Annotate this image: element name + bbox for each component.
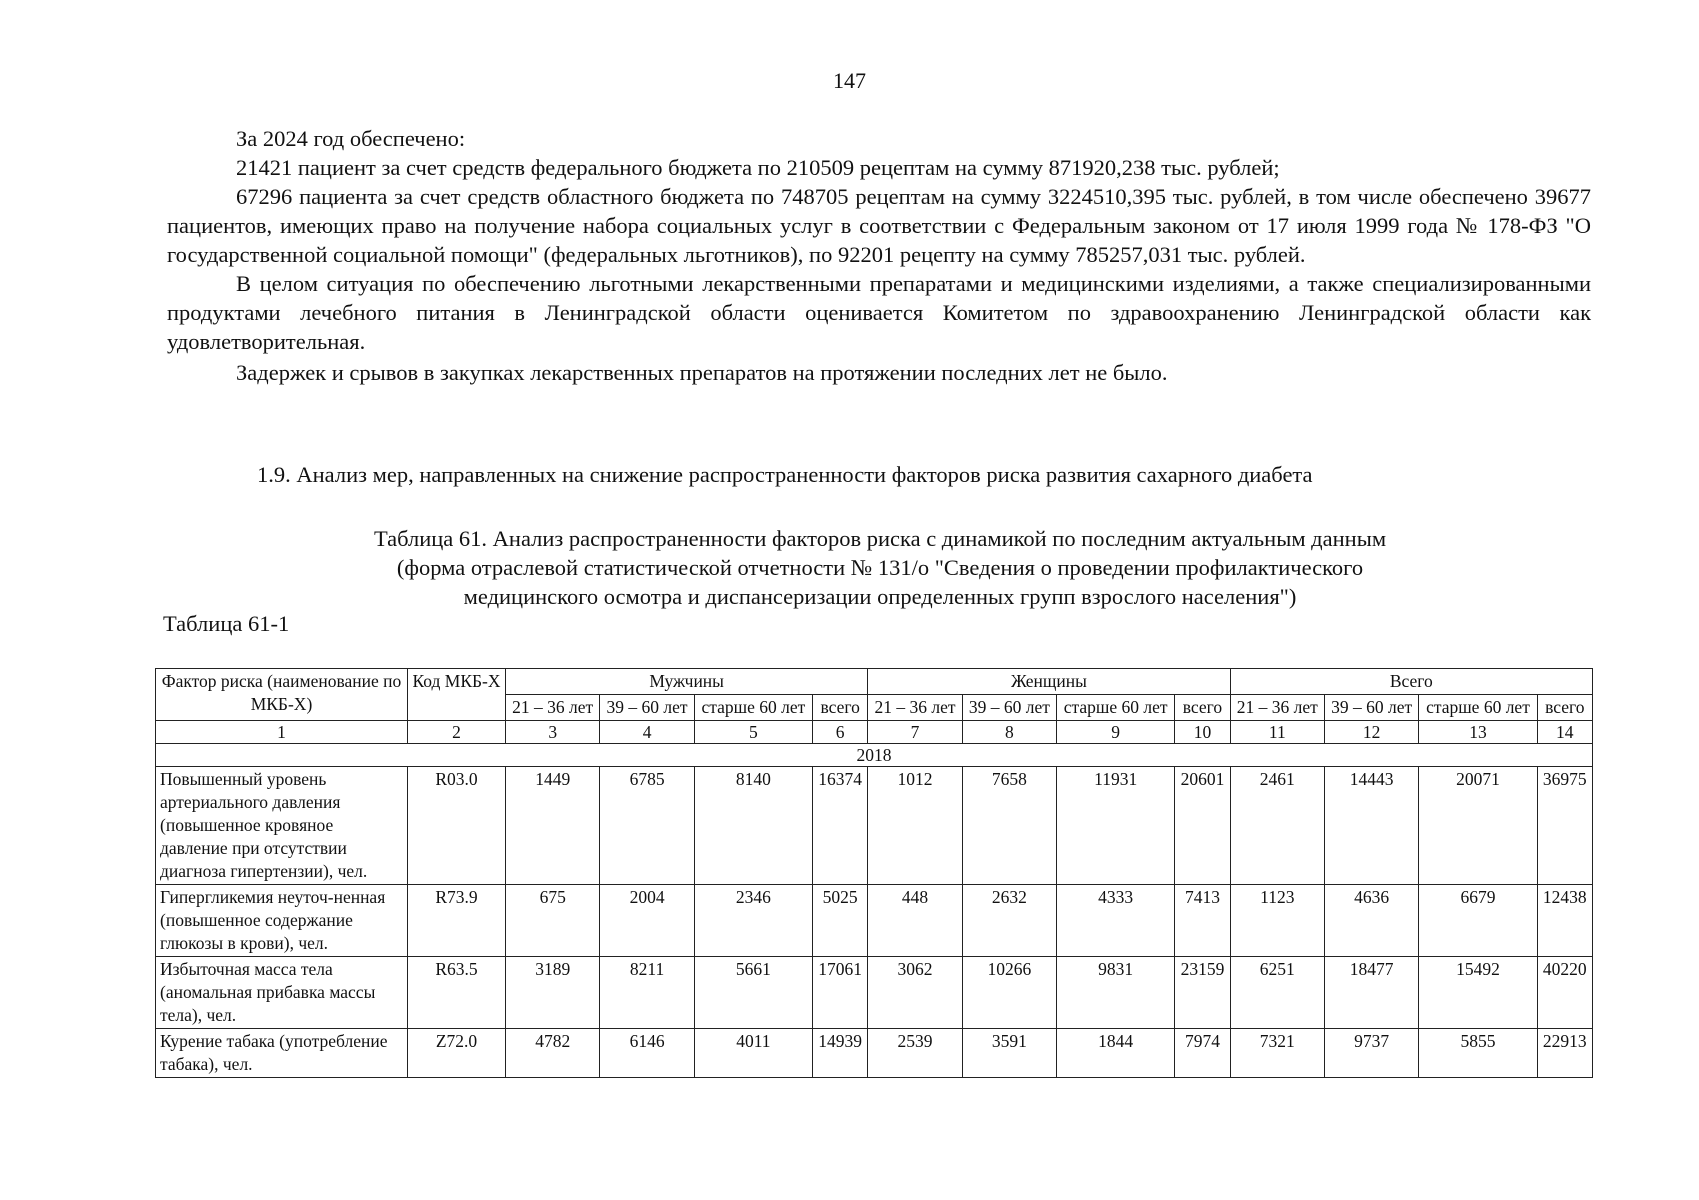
value-cell: 3189 bbox=[506, 957, 600, 1029]
table-caption bbox=[230, 524, 1530, 611]
value-cell: 16374 bbox=[813, 767, 868, 885]
value-cell: 12438 bbox=[1537, 885, 1592, 957]
header-sub: 39 – 60 лет bbox=[1324, 695, 1418, 721]
header-sub: 39 – 60 лет bbox=[962, 695, 1056, 721]
paragraph: 67296 пациента за счет средств областного бюджета по 748705 рецептам на сумму 3224510,395 тыс. рублей, в том числе обеспечено 39677 пациентов, имеющих право на получение набора социальных услуг в соответствии с Федеральным законом от 17 июля 1999 года № 178-ФЗ "О государственной социальной помощи" (федеральных льготников), по 92201 рецепту на сумму 785257,031 тыс. рублей. bbox=[167, 184, 1591, 267]
code-cell: R73.9 bbox=[408, 885, 506, 957]
column-number: 5 bbox=[694, 721, 812, 744]
value-cell: 3591 bbox=[962, 1029, 1056, 1078]
value-cell: 2346 bbox=[694, 885, 812, 957]
header-code: Код МКБ-Х bbox=[408, 669, 506, 721]
caption-line: (форма отраслевой статистической отчетности № 131/о "Сведения о проведении профилактического bbox=[396, 555, 1364, 580]
header-group-men: Мужчины bbox=[506, 669, 868, 695]
column-number: 13 bbox=[1419, 721, 1537, 744]
column-number: 4 bbox=[600, 721, 694, 744]
value-cell: 23159 bbox=[1175, 957, 1230, 1029]
header-sub: старше 60 лет bbox=[1057, 695, 1175, 721]
column-number: 11 bbox=[1230, 721, 1324, 744]
value-cell: 5661 bbox=[694, 957, 812, 1029]
column-number-row bbox=[156, 721, 1593, 744]
column-number: 8 bbox=[962, 721, 1056, 744]
paragraph: Задержек и срывов в закупках лекарственных препаратов на протяжении последних лет не было. bbox=[236, 360, 1168, 385]
body-text bbox=[167, 124, 1591, 387]
value-cell: 3062 bbox=[868, 957, 962, 1029]
value-cell: 2539 bbox=[868, 1029, 962, 1078]
paragraph: 21421 пациент за счет средств федерального бюджета по 210509 рецептам на сумму 871920,238 тыс. рублей; bbox=[236, 155, 1280, 180]
value-cell: 5025 bbox=[813, 885, 868, 957]
value-cell: 8211 bbox=[600, 957, 694, 1029]
factor-cell: Избыточная масса тела (аномальная прибавка массы тела), чел. bbox=[156, 957, 408, 1029]
year-cell: 2018 bbox=[156, 744, 1593, 767]
value-cell: 7974 bbox=[1175, 1029, 1230, 1078]
header-sub: всего bbox=[1537, 695, 1592, 721]
value-cell: 1844 bbox=[1057, 1029, 1175, 1078]
value-cell: 9737 bbox=[1324, 1029, 1418, 1078]
value-cell: 22913 bbox=[1537, 1029, 1592, 1078]
header-sub: всего bbox=[813, 695, 868, 721]
column-number: 1 bbox=[156, 721, 408, 744]
value-cell: 17061 bbox=[813, 957, 868, 1029]
column-number: 14 bbox=[1537, 721, 1592, 744]
value-cell: 2461 bbox=[1230, 767, 1324, 885]
value-cell: 7658 bbox=[962, 767, 1056, 885]
column-number: 6 bbox=[813, 721, 868, 744]
value-cell: 1123 bbox=[1230, 885, 1324, 957]
code-cell: Z72.0 bbox=[408, 1029, 506, 1078]
value-cell: 14939 bbox=[813, 1029, 868, 1078]
table-row bbox=[156, 1029, 1593, 1078]
value-cell: 6679 bbox=[1419, 885, 1537, 957]
section-heading: 1.9. Анализ мер, направленных на снижение распространенности факторов риска развития сахарного диабета bbox=[257, 462, 1313, 487]
value-cell: 448 bbox=[868, 885, 962, 957]
column-number: 9 bbox=[1057, 721, 1175, 744]
value-cell: 2004 bbox=[600, 885, 694, 957]
value-cell: 2632 bbox=[962, 885, 1056, 957]
header-row bbox=[156, 669, 1593, 695]
header-sub: 21 – 36 лет bbox=[868, 695, 962, 721]
value-cell: 4333 bbox=[1057, 885, 1175, 957]
value-cell: 1449 bbox=[506, 767, 600, 885]
value-cell: 4782 bbox=[506, 1029, 600, 1078]
value-cell: 4636 bbox=[1324, 885, 1418, 957]
column-number: 7 bbox=[868, 721, 962, 744]
header-sub: 21 – 36 лет bbox=[506, 695, 600, 721]
page-number: 147 bbox=[833, 68, 866, 93]
header-sub: 39 – 60 лет bbox=[600, 695, 694, 721]
header-sub: старше 60 лет bbox=[1419, 695, 1537, 721]
header-group-women: Женщины bbox=[868, 669, 1230, 695]
value-cell: 6251 bbox=[1230, 957, 1324, 1029]
value-cell: 15492 bbox=[1419, 957, 1537, 1029]
header-sub: 21 – 36 лет bbox=[1230, 695, 1324, 721]
value-cell: 7321 bbox=[1230, 1029, 1324, 1078]
column-number: 2 bbox=[408, 721, 506, 744]
caption-line: Таблица 61. Анализ распространенности факторов риска с динамикой по последним актуальным данным bbox=[373, 526, 1387, 551]
value-cell: 14443 bbox=[1324, 767, 1418, 885]
value-cell: 5855 bbox=[1419, 1029, 1537, 1078]
factor-cell: Курение табака (употребление табака), чел. bbox=[156, 1029, 408, 1078]
value-cell: 4011 bbox=[694, 1029, 812, 1078]
factor-cell: Гипергликемия неуточ-ненная (повышенное содержание глюкозы в крови), чел. bbox=[156, 885, 408, 957]
value-cell: 40220 bbox=[1537, 957, 1592, 1029]
value-cell: 6146 bbox=[600, 1029, 694, 1078]
factor-cell: Повышенный уровень артериального давления (повышенное кровяное давление при отсутствии диагноза гипертензии), чел. bbox=[156, 767, 408, 885]
header-sub: всего bbox=[1175, 695, 1230, 721]
value-cell: 11931 bbox=[1057, 767, 1175, 885]
code-cell: R03.0 bbox=[408, 767, 506, 885]
column-number: 3 bbox=[506, 721, 600, 744]
table-row bbox=[156, 885, 1593, 957]
code-cell: R63.5 bbox=[408, 957, 506, 1029]
column-number: 10 bbox=[1175, 721, 1230, 744]
table-row bbox=[156, 957, 1593, 1029]
header-sub: старше 60 лет bbox=[694, 695, 812, 721]
header-group-total: Всего bbox=[1230, 669, 1592, 695]
value-cell: 10266 bbox=[962, 957, 1056, 1029]
value-cell: 9831 bbox=[1057, 957, 1175, 1029]
risk-factor-table bbox=[155, 668, 1593, 1078]
year-row bbox=[156, 744, 1593, 767]
header-factor: Фактор риска (наименование по МКБ-Х) bbox=[156, 669, 408, 721]
table-sub-label: Таблица 61-1 bbox=[163, 611, 290, 636]
value-cell: 20071 bbox=[1419, 767, 1537, 885]
value-cell: 1012 bbox=[868, 767, 962, 885]
caption-line: медицинского осмотра и диспансеризации определенных групп взрослого населения") bbox=[463, 584, 1297, 609]
paragraph: В целом ситуация по обеспечению льготными лекарственными препаратами и медицинскими изделиями, а также специализированными продуктами лечебного питания в Ленинградской области оценивается Комитетом по здравоохранению Ленинградской области как удовлетворительная. bbox=[167, 271, 1591, 354]
value-cell: 36975 bbox=[1537, 767, 1592, 885]
column-number: 12 bbox=[1324, 721, 1418, 744]
value-cell: 675 bbox=[506, 885, 600, 957]
value-cell: 18477 bbox=[1324, 957, 1418, 1029]
value-cell: 7413 bbox=[1175, 885, 1230, 957]
paragraph: За 2024 год обеспечено: bbox=[236, 126, 466, 151]
value-cell: 20601 bbox=[1175, 767, 1230, 885]
value-cell: 6785 bbox=[600, 767, 694, 885]
value-cell: 8140 bbox=[694, 767, 812, 885]
table-row bbox=[156, 767, 1593, 885]
